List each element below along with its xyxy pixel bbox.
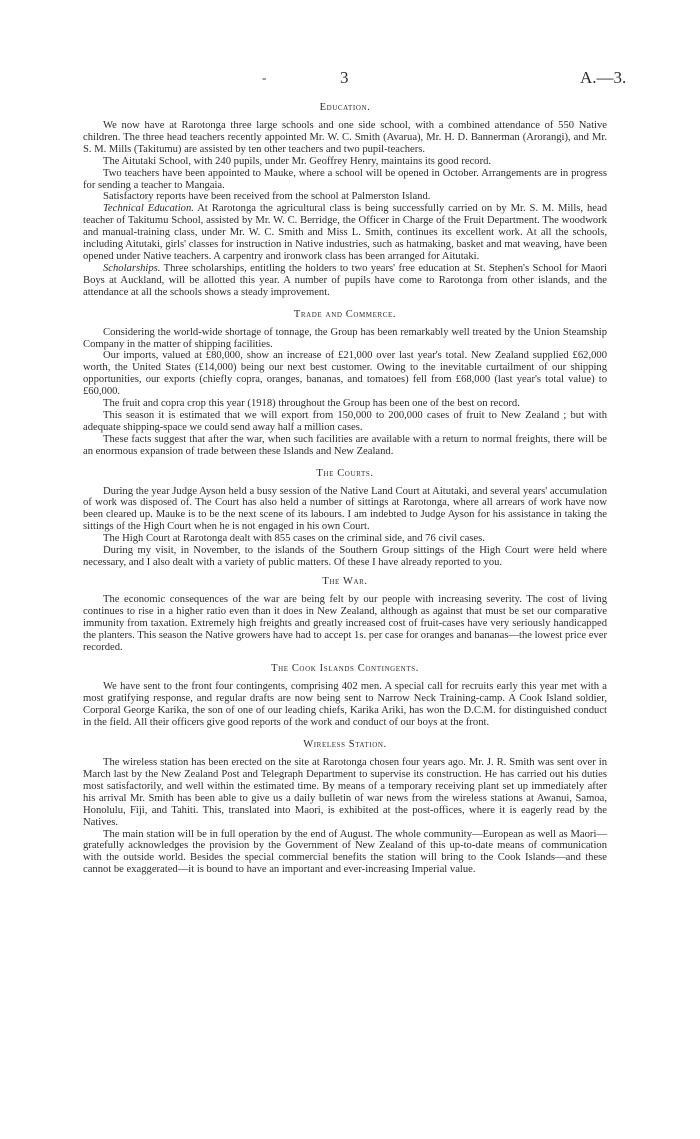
paragraph: The wireless station has been erected on the site at Rarotonga chosen four years ago. Mr. J. R. Smith was sent over in March last by the New Zealand Post and Telegraph Department to supervise its construction. He has carried out his duties most satisfactorily, and well within the estimated time. By means of a temporary receiving plant set up immediately after his arrival Mr. Smith has been able to give us a daily bulletin of war news from the wireless stations at Awanui, Samoa, Honolulu, Fiji, and Tahiti. This, translated into Maori, is exhibited at the post-offices, where it is eagerly read by the Natives. — [83, 757, 607, 828]
paragraph-scholarships — [83, 263, 607, 299]
section-heading-trade: Trade and Commerce. — [293, 308, 397, 320]
section-cook-islands-contingents — [83, 662, 607, 729]
paragraph: These facts suggest that after the war, when such facilities are available with a return to normal freights, there will be an enormous expansion of trade between these Islands and New Zealand. — [83, 433, 607, 457]
paragraph: Considering the world-wide shortage of tonnage, the Group has been remarkably well treated by the Union Steamship Company in the matter of shipping facilities. — [83, 326, 607, 350]
paragraph: Two teachers have been appointed to Mauke, where a school will be opened in October. Arrangements are in progress for sending a teacher to Mangaia. — [83, 167, 607, 191]
paragraph-text: Three scholarships, entitling the holders to two years' free education at St. Stephen's School for Maori Boys at Auckland, will be allotted this year. A number of pupils have come to Rarotonga from other islands, and the attendance at all the schools shows a steady improvement. — [83, 262, 607, 298]
section-education — [83, 101, 607, 299]
paragraph: We have sent to the front four contingents, comprising 402 men. A special call for recruits early this year met with a most gratifying response, and regular drafts are now being sent to Narrow Neck Training-camp. A Cook Island soldier, Corporal George Karika, the son of one of our leading chiefs, Karika Ariki, has won the D.C.M. for distinguished conduct in the field. All their officers give good reports of the work and conduct of our boys at the front. — [83, 681, 607, 729]
section-courts — [83, 467, 607, 569]
paragraph: We now have at Rarotonga three large schools and one side school, with a combined attendance of 550 Native children. The three head teachers recently appointed Mr. W. C. Smith (Avarua), Mr. H. D. Bannerman (Arorangi), and Mr. S. M. Mills (Takitumu) are assisted by ten other teachers and two pupil-teachers. — [83, 120, 607, 155]
section-heading-contingents: The Cook Islands Contingents. — [271, 663, 419, 675]
paragraph: During the year Judge Ayson held a busy session of the Native Land Court at Aitutaki, and several years' accumulation of work was disposed of. The Court has also held a number of sittings at Rarotonga, where all arrears of work have now been cleared up. Mauke is to be the next scene of its labours. I am indebted to Judge Ayson for his assistance in taking the sittings of the High Court when he is not engaged in his own Court. — [83, 485, 607, 533]
document-reference: A.—3. — [580, 68, 627, 87]
page-number: 3 — [340, 68, 349, 87]
paragraph-technical-education — [83, 203, 607, 263]
paragraph: This season it is estimated that we will export from 150,000 to 200,000 cases of fruit to New Zealand ; but with adequate shipping-space we could send away half a million cases. — [83, 409, 607, 433]
section-heading-wireless: Wireless Station. — [303, 739, 387, 751]
paragraph-text: At Rarotonga the agricultural class is being successfully carried on by Mr. S. M. Mills, head teacher of Takitumu School, assisted by Mr. W. C. Berridge, the Officer in Charge of the Fruit Department. The woodwork and manual-training class, under Mr. W. C. Smith and Miss L. Smith, continues its excellent work. At all the schools, including Aitutaki, girls' classes for instruction in Native industries, such as hatmaking, basket and mat weaving, have been opened under Native teachers. A carpentry and ironwork class has been arranged for Aitutaki. — [83, 203, 607, 262]
paragraph: The High Court at Rarotonga dealt with 855 cases on the criminal side, and 76 civil cases. — [103, 533, 485, 545]
section-war — [83, 575, 607, 654]
paragraph: The Aitutaki School, with 240 pupils, under Mr. Geoffrey Henry, maintains its good record. — [103, 155, 492, 167]
section-heading-education: Education. — [319, 102, 371, 113]
paragraph: The fruit and copra crop this year (1918) throughout the Group has been one of the best on record. — [103, 398, 520, 410]
paragraph-lead: Technical Education. — [103, 203, 194, 215]
paragraph: The economic consequences of the war are being felt by our people with increasing severity. The cost of living continues to rise in a higher ratio even than it does in New Zealand, although as against that must be set our comparative immunity from taxation. Extremely high freights and greatly increased cost of fruit-cases have very seriously handicapped the planters. This season the Native growers have had to accept 1s. per case for oranges and bananas—the lowest price ever recorded. — [83, 593, 607, 653]
section-heading-courts: The Courts. — [316, 467, 374, 479]
section-trade-and-commerce — [83, 308, 607, 458]
paragraph: During my visit, in November, to the islands of the Southern Group sittings of the High Court were held where necessary, and I also dealt with a variety of public matters. Of these I have already reported to you. — [83, 545, 607, 568]
paragraph-lead: Scholarships. — [103, 262, 161, 274]
page-body — [83, 101, 607, 876]
paragraph: Our imports, valued at £80,000, show an increase of £21,000 over last year's total. New Zealand supplied £62,000 worth, the United States (£14,000) being our next best customer. Owing to the inevitable curtailment of our shipping opportunities, our exports (chiefly copra, oranges, bananas, and tomatoes) fell from £68,000 (last year's total value) to £60,000. — [83, 350, 607, 398]
section-heading-war: The War. — [322, 575, 368, 587]
page-header — [0, 70, 700, 92]
paragraph: Satisfactory reports have been received from the school at Palmerston Island. — [103, 191, 431, 203]
section-wireless-station — [83, 738, 607, 876]
header-dash: - — [262, 70, 267, 85]
paragraph: The main station will be in full operation by the end of August. The whole community—European as well as Maori—gratefully acknowledges the provision by the Government of New Zealand of this up-to-date means of communication with the outside world. Besides the special commercial benefits the station will bring to the Cook Islands—and these cannot be exaggerated—it is bound to have an important and ever-increasing Imperial value. — [83, 828, 607, 876]
